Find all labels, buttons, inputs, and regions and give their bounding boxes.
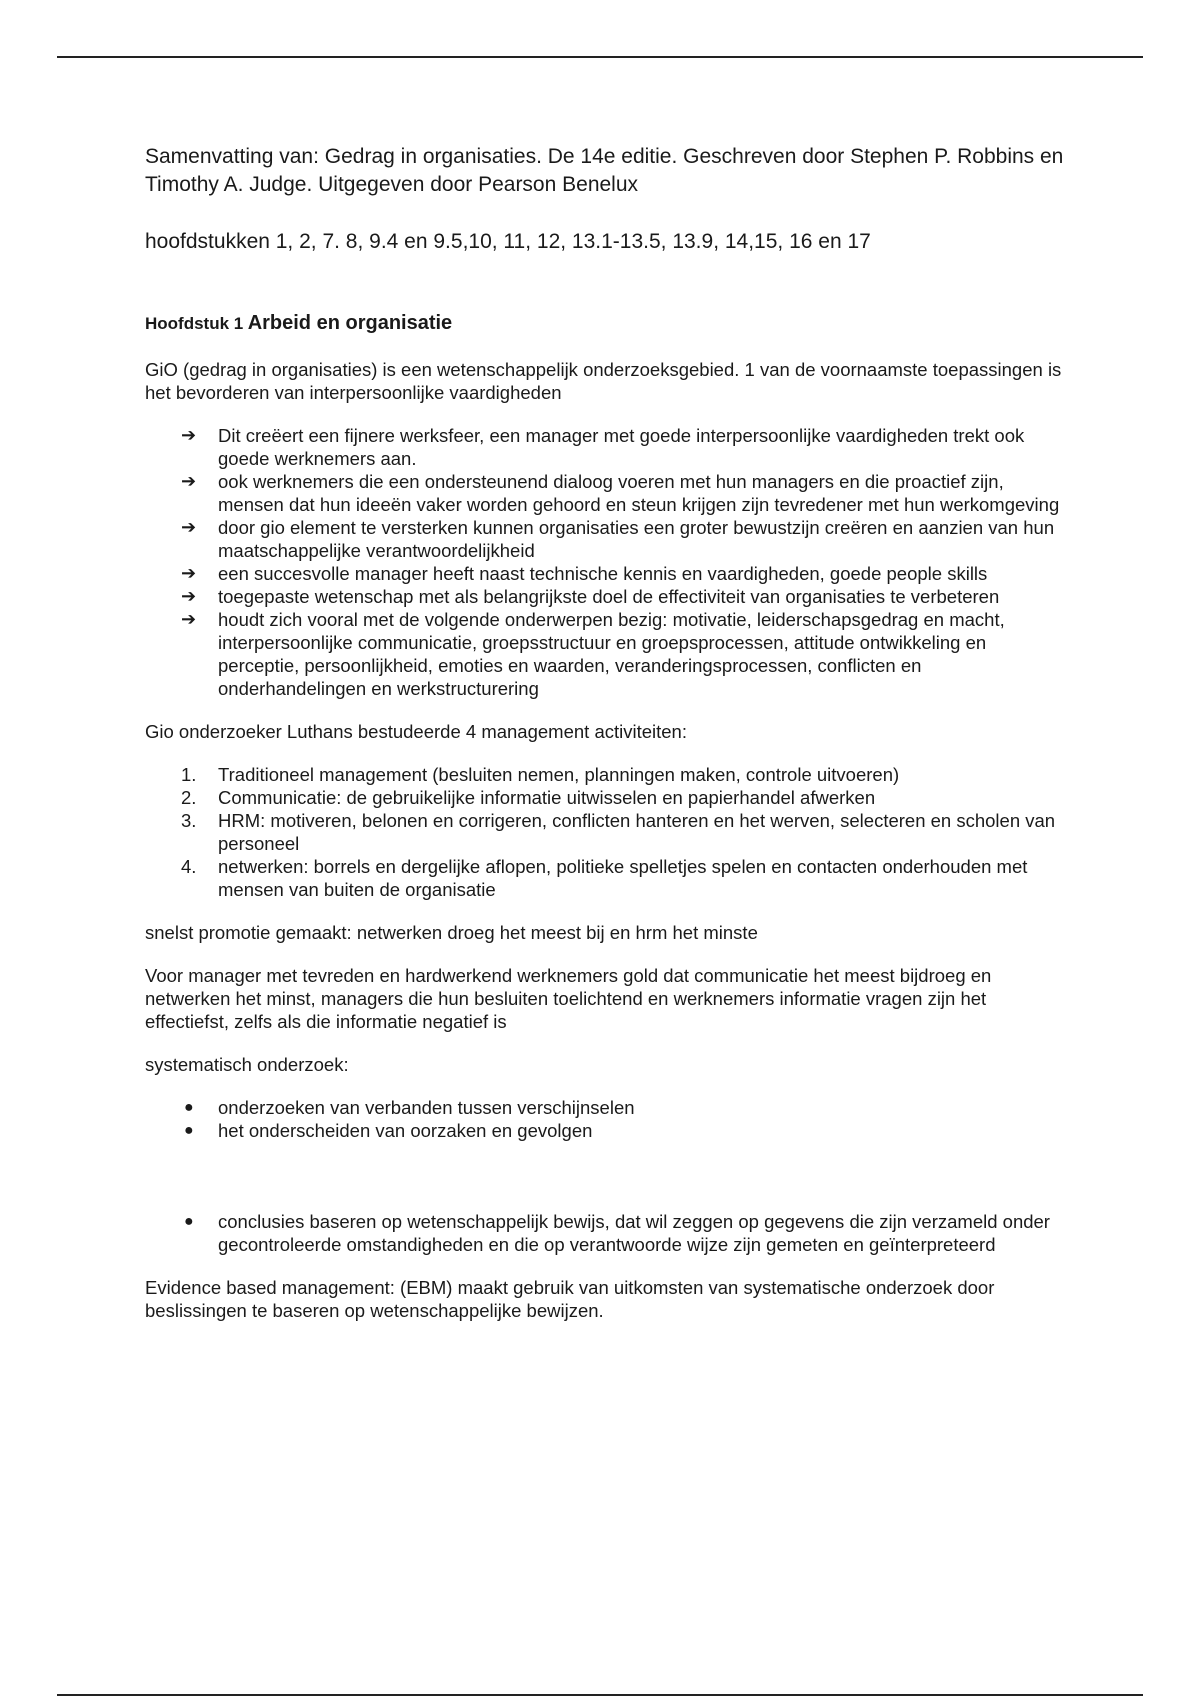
chapter-1-heading	[145, 310, 1065, 338]
arrow-icon: ➔	[181, 609, 197, 629]
chapter-1-title: Arbeid en organisatie	[247, 312, 453, 334]
systematic-bullet-list-continued	[145, 1210, 1065, 1256]
bullet-icon: ●	[184, 1099, 194, 1116]
gio-intro-paragraph: GiO (gedrag in organisaties) is een wetenschappelijk onderzoeksgebied. 1 van de voornaamste toepassingen is het bevorderen van interpersoonlijke vaardigheden	[145, 359, 1062, 403]
arrow-icon: ➔	[181, 471, 197, 491]
list-item: 3. HRM: motiveren, belonen en corrigeren, conflicten hanteren en het werven, selecteren en scholen van personeel	[181, 810, 1056, 854]
chapter-1-number: Hoofdstuk 1	[145, 314, 244, 333]
list-number: 3.	[181, 810, 197, 831]
bottom-rule	[57, 1694, 1143, 1696]
arrow-icon: ➔	[181, 425, 197, 445]
bullet-icon: ●	[184, 1213, 194, 1230]
list-item: ● het onderscheiden van oorzaken en gevolgen	[184, 1120, 593, 1141]
systematic-intro: systematisch onderzoek:	[145, 1054, 349, 1075]
arrow-icon: ➔	[181, 563, 197, 583]
list-item: 2. Communicatie: de gebruikelijke informatie uitwisselen en papierhandel afwerken	[181, 787, 876, 808]
document-body	[145, 143, 1065, 1322]
list-number: 1.	[181, 764, 197, 785]
summary-intro: Samenvatting van: Gedrag in organisaties. De 14e editie. Geschreven door Stephen P. Robbins en Timothy A. Judge. Uitgegeven door Pearson Benelux	[145, 145, 1064, 196]
list-item: ● onderzoeken van verbanden tussen verschijnselen	[184, 1097, 635, 1118]
chapter-list: hoofdstukken 1, 2, 7. 8, 9.4 en 9.5,10, 11, 12, 13.1-13.5, 13.9, 14,15, 16 en 17	[145, 230, 871, 253]
list-item: ➔ ook werknemers die een ondersteunend dialoog voeren met hun managers en die proactief zijn, mensen dat hun ideeën vaker worden gehoord en steun krijgen zijn tevredener met hun werkomgeving	[181, 471, 1060, 515]
luthans-intro: Gio onderzoeker Luthans bestudeerde 4 management activiteiten:	[145, 721, 687, 742]
list-number: 4.	[181, 856, 197, 877]
promotion-paragraph: snelst promotie gemaakt: netwerken droeg het meest bij en hrm het minste	[145, 922, 758, 943]
arrow-icon: ➔	[181, 517, 197, 537]
list-item: ➔ toegepaste wetenschap met als belangrijkste doel de effectiviteit van organisaties te verbeteren	[181, 586, 1000, 607]
gio-arrow-list	[145, 424, 1065, 700]
arrow-icon: ➔	[181, 586, 197, 606]
ebm-paragraph: Evidence based management: (EBM) maakt gebruik van uitkomsten van systematische onderzoek door beslissingen te baseren op wetenschappelijke bewijzen.	[145, 1277, 995, 1321]
list-item: ● conclusies baseren op wetenschappelijk bewijs, dat wil zeggen op gegevens die zijn verzameld onder gecontroleerde omstandigheden en die op verantwoorde wijze zijn gemeten en geïnterpreteerd	[184, 1211, 1050, 1255]
blank-space	[145, 1142, 1065, 1210]
list-item: ➔ Dit creëert een fijnere werksfeer, een manager met goede interpersoonlijke vaardigheden trekt ook goede werknemers aan.	[181, 425, 1025, 469]
list-item: 4. netwerken: borrels en dergelijke aflopen, politieke spelletjes spelen en contacten onderhouden met mensen van buiten de organisatie	[181, 856, 1028, 900]
systematic-bullet-list	[145, 1096, 1065, 1142]
list-number: 2.	[181, 787, 197, 808]
list-item: 1. Traditioneel management (besluiten nemen, planningen maken, controle uitvoeren)	[181, 764, 900, 785]
list-item: ➔ houdt zich vooral met de volgende onderwerpen bezig: motivatie, leiderschapsgedrag en macht, interpersoonlijke communicatie, groepsstructuur en groepsprocessen, attitude ontwikkeling en perceptie, persoonlijkheid, emoties en waarden, veranderingsprocessen, conflicten en onderhandelingen en werkstructurering	[181, 609, 1005, 699]
luthans-activities-list	[145, 763, 1065, 901]
list-item: ➔ door gio element te versterken kunnen organisaties een groter bewustzijn creëren en aanzien van hun maatschappelijke verantwoordelijkheid	[181, 517, 1055, 561]
manager-paragraph: Voor manager met tevreden en hardwerkend werknemers gold dat communicatie het meest bijdroeg en netwerken het minst, managers die hun besluiten toelichtend en werknemers informatie vragen zijn het effectiefst, zelfs als die informatie negatief is	[145, 965, 992, 1032]
list-item: ➔ een succesvolle manager heeft naast technische kennis en vaardigheden, goede people skills	[181, 563, 988, 584]
top-rule	[57, 56, 1143, 58]
bullet-icon: ●	[184, 1122, 194, 1139]
